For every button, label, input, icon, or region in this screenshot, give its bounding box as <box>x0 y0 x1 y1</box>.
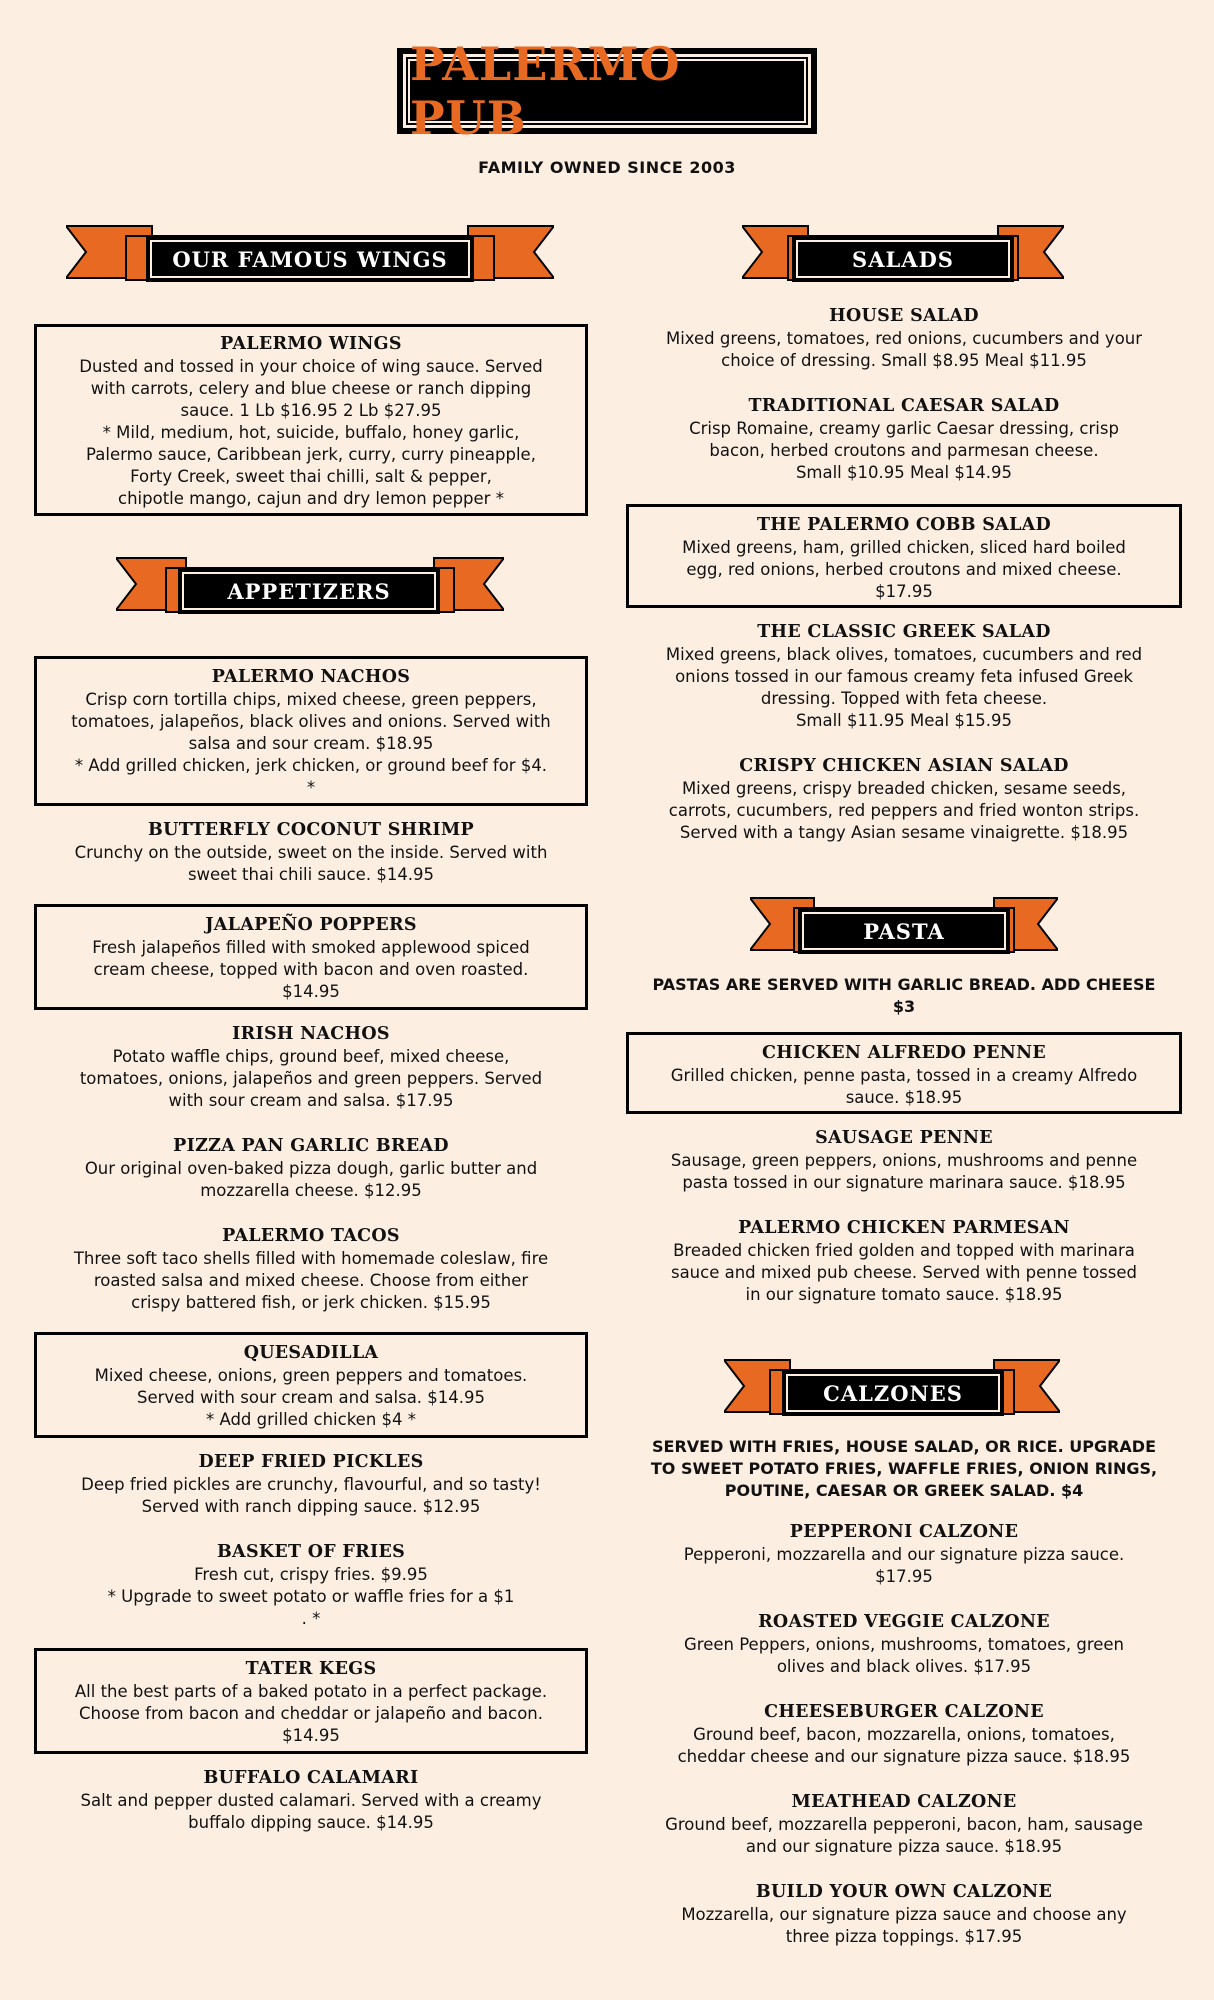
menu-item <box>626 756 1182 844</box>
menu-item <box>34 1332 588 1438</box>
item-name: BASKET OF FRIES <box>216 1542 406 1562</box>
menu-item <box>34 820 588 886</box>
item-name: MEATHEAD CALZONE <box>791 1792 1017 1812</box>
item-name: TRADITIONAL CAESAR SALAD <box>748 396 1060 416</box>
item-description: Sausage, green peppers, onions, mushrooms and penne pasta tossed in our signature marinara sauce. $18.95 <box>670 1151 1138 1192</box>
menu-item <box>34 1136 588 1202</box>
item-description: Mixed cheese, onions, green peppers and tomatoes. Served with sour cream and salsa. $14.95 * Add grilled chicken $4 * <box>94 1366 528 1429</box>
item-description: Mixed greens, ham, grilled chicken, sliced hard boiled egg, red onions, herbed croutons and mixed cheese. $17.95 <box>682 538 1126 601</box>
item-description: Mixed greens, tomatoes, red onions, cucumbers and your choice of dressing. Small $8.95 Meal $11.95 <box>665 329 1143 370</box>
item-description: Our original oven-baked pizza dough, garlic butter and mozzarella cheese. $12.95 <box>84 1159 538 1200</box>
title-box <box>397 37 817 145</box>
item-description: All the best parts of a baked potato in a perfect package. Choose from bacon and cheddar or jalapeño and bacon. $14.95 <box>74 1682 548 1745</box>
section-title-appetizers: APPETIZERS <box>178 568 440 614</box>
section-title-pasta: PASTA <box>798 908 1010 954</box>
banner-calzones <box>724 1358 1060 1424</box>
menu-item <box>34 1768 588 1834</box>
item-name: CHICKEN ALFREDO PENNE <box>761 1043 1047 1063</box>
menu-item <box>626 1792 1182 1858</box>
item-description: Mixed greens, black olives, tomatoes, cucumbers and red onions tossed in our famous creamy feta infused Greek dressing. Topped with feta cheese. Small $11.95 Meal $15.95 <box>665 645 1143 730</box>
item-description: Green Peppers, onions, mushrooms, tomatoes, green olives and black olives. $17.95 <box>683 1635 1125 1676</box>
menu-item <box>34 904 588 1010</box>
pasta-note: PASTAS ARE SERVED WITH GARLIC BREAD. ADD CHEESE $3 <box>652 975 1156 1016</box>
item-name: CHEESEBURGER CALZONE <box>764 1702 1044 1722</box>
menu-item <box>626 504 1182 608</box>
item-name: JALAPEÑO POPPERS <box>205 915 417 935</box>
item-name: IRISH NACHOS <box>232 1024 390 1044</box>
item-description: Salt and pepper dusted calamari. Served with a creamy buffalo dipping sauce. $14.95 <box>80 1791 542 1832</box>
item-description: Fresh jalapeños filled with smoked applewood spiced cream cheese, topped with bacon and oven roasted. $14.95 <box>92 938 530 1001</box>
menu-item <box>34 1452 588 1518</box>
section-title-calzones: CALZONES <box>782 1370 1004 1416</box>
banner-pasta <box>750 896 1058 962</box>
item-name: BUFFALO CALAMARI <box>203 1768 419 1788</box>
item-description: Crisp corn tortilla chips, mixed cheese, green peppers, tomatoes, jalapeños, black olives and onions. Served with salsa and sour cream. $18.95 * Add grilled chicken, jerk chicken, or ground beef for $4. * <box>71 690 551 797</box>
item-description: Pepperoni, mozzarella and our signature pizza sauce. $17.95 <box>683 1545 1125 1586</box>
item-name: THE PALERMO COBB SALAD <box>756 515 1052 535</box>
section-title-wings: OUR FAMOUS WINGS <box>146 236 474 282</box>
item-name: PALERMO TACOS <box>222 1226 400 1246</box>
item-description: Potato waffle chips, ground beef, mixed cheese, tomatoes, onions, jalapeños and green peppers. Served with sour cream and salsa. $17.95 <box>79 1047 543 1110</box>
item-name: HOUSE SALAD <box>829 306 979 326</box>
item-name: BUILD YOUR OWN CALZONE <box>755 1882 1053 1902</box>
menu-item <box>626 1702 1182 1768</box>
item-name: PIZZA PAN GARLIC BREAD <box>173 1136 449 1156</box>
item-description: Three soft taco shells filled with homemade coleslaw, fire roasted salsa and mixed cheese. Choose from either crispy battered fish, or jerk chicken. $15.95 <box>73 1249 549 1312</box>
menu-item <box>626 1522 1182 1588</box>
menu-item <box>626 1882 1182 1948</box>
item-name: SAUSAGE PENNE <box>815 1128 993 1148</box>
item-name: PALERMO WINGS <box>220 334 402 354</box>
item-description: Grilled chicken, penne pasta, tossed in a creamy Alfredo sauce. $18.95 <box>670 1066 1138 1107</box>
item-description: Mixed greens, crispy breaded chicken, sesame seeds, carrots, cucumbers, red peppers and fried wonton strips. Served with a tangy Asian sesame vinaigrette. $18.95 <box>668 779 1140 842</box>
menu-item <box>34 656 588 806</box>
menu-item <box>34 1648 588 1754</box>
banner-appetizers <box>116 556 504 622</box>
item-description: Dusted and tossed in your choice of wing sauce. Served with carrots, celery and blue cheese or ranch dipping sauce. 1 Lb $16.95 2 Lb $27.95 * Mild, medium, hot, suicide, buffalo, honey garlic, Palermo sauce, Caribbean jerk, curry, curry pineapple, Forty Creek, sweet thai chilli, salt & pepper, chipotle mango, cajun and dry lemon pepper * <box>79 357 543 508</box>
item-name: BUTTERFLY COCONUT SHRIMP <box>148 820 474 840</box>
page-subtitle: FAMILY OWNED SINCE 2003 <box>478 158 736 177</box>
item-name: CRISPY CHICKEN ASIAN SALAD <box>739 756 1069 776</box>
item-name: PALERMO CHICKEN PARMESAN <box>738 1218 1070 1238</box>
menu-item <box>626 396 1182 484</box>
item-description: Deep fried pickles are crunchy, flavourful, and so tasty! Served with ranch dipping sauce. $12.95 <box>81 1475 541 1516</box>
calzones-note: SERVED WITH FRIES, HOUSE SALAD, OR RICE. UPGRADE TO SWEET POTATO FRIES, WAFFLE FRIES, ONION RINGS, POUTINE, CAESAR OR GREEK SALAD. $4 <box>650 1437 1158 1500</box>
section-title-salads: SALADS <box>792 236 1014 282</box>
item-description: Ground beef, bacon, mozzarella, onions, tomatoes, cheddar cheese and our signature pizza sauce. $18.95 <box>677 1725 1131 1766</box>
banner-salads <box>742 224 1064 290</box>
item-description: Mozzarella, our signature pizza sauce and choose any three pizza toppings. $17.95 <box>681 1905 1127 1946</box>
item-name: QUESADILLA <box>243 1343 379 1363</box>
title-frame <box>408 37 806 145</box>
menu-item <box>626 622 1182 732</box>
page-title: PALERMO PUB <box>410 37 681 145</box>
menu-item <box>626 1612 1182 1678</box>
menu-item <box>626 306 1182 372</box>
item-description: Fresh cut, crispy fries. $9.95 * Upgrade to sweet potato or waffle fries for a $1 . * <box>107 1565 515 1628</box>
item-description: Breaded chicken fried golden and topped with marinara sauce and mixed pub cheese. Served with penne tossed in our signature tomato sauce. $18.95 <box>670 1241 1138 1304</box>
item-name: PALERMO NACHOS <box>211 667 411 687</box>
item-name: PEPPERONI CALZONE <box>789 1522 1019 1542</box>
item-name: ROASTED VEGGIE CALZONE <box>758 1612 1050 1632</box>
item-name: DEEP FRIED PICKLES <box>198 1452 424 1472</box>
menu-item <box>626 1218 1182 1306</box>
menu-item <box>626 1128 1182 1194</box>
item-description: Ground beef, mozzarella pepperoni, bacon, ham, sausage and our signature pizza sauce. $18.95 <box>665 1815 1143 1856</box>
banner-wings <box>66 224 554 290</box>
item-name: THE CLASSIC GREEK SALAD <box>757 622 1051 642</box>
item-description: Crunchy on the outside, sweet on the inside. Served with sweet thai chili sauce. $14.95 <box>74 843 548 884</box>
item-description: Crisp Romaine, creamy garlic Caesar dressing, crisp bacon, herbed croutons and parmesan cheese. Small $10.95 Meal $14.95 <box>689 419 1119 482</box>
menu-item <box>34 1024 588 1112</box>
menu-item <box>34 1226 588 1314</box>
menu-item <box>34 1542 588 1630</box>
item-name: TATER KEGS <box>245 1659 377 1679</box>
menu-item <box>626 1032 1182 1114</box>
menu-item <box>34 324 588 516</box>
